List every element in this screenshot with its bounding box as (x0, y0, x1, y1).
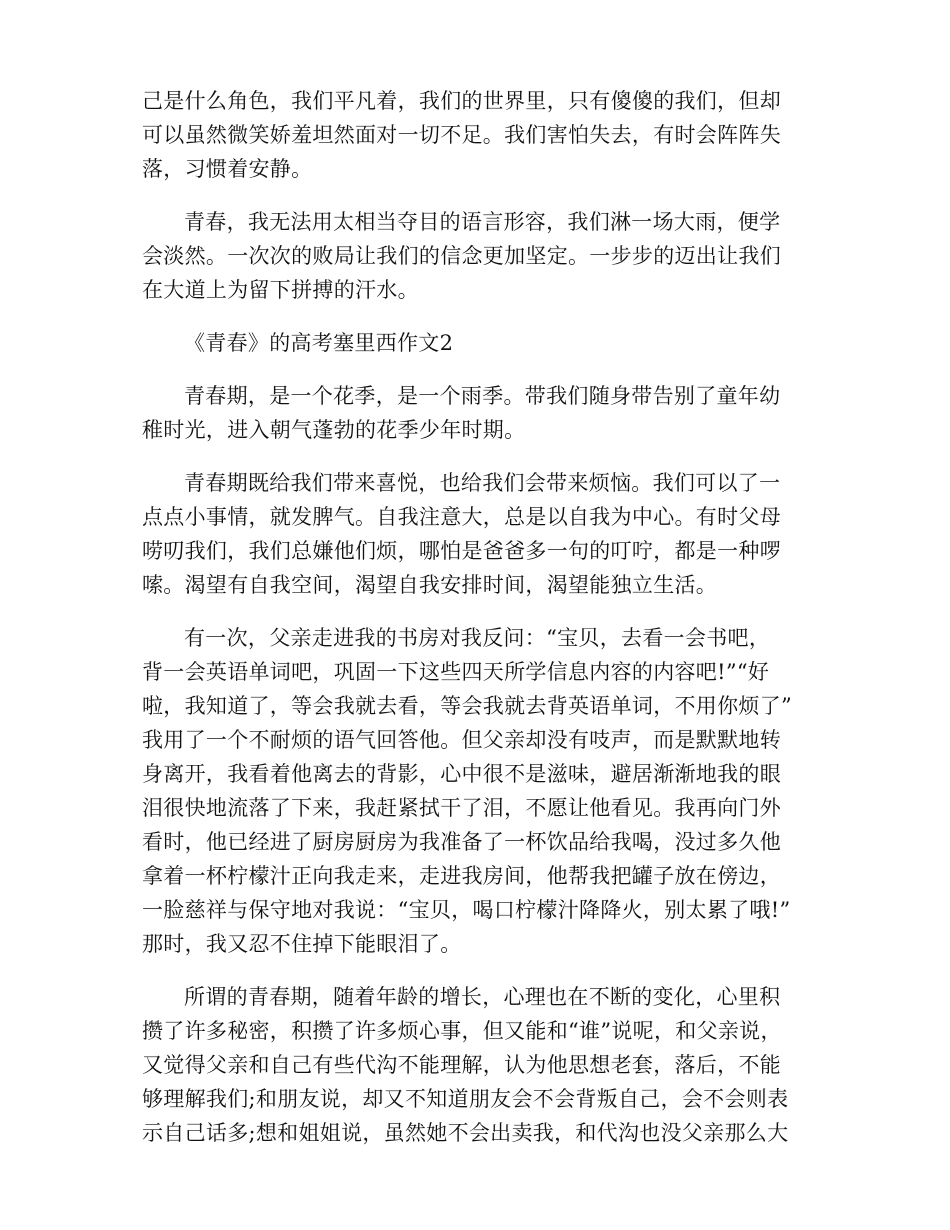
paragraph-line: 攒了许多秘密，积攒了许多烦心事，但又能和“谁”说呢，和父亲说， (142, 1019, 782, 1043)
paragraph-line: 又觉得父亲和自己有些代沟不能理解，认为他思想老套，落后，不能 (142, 1053, 781, 1077)
paragraph-line: 拿着一杯柠檬汁正向我走来，走进我房间，他帮我把罐子放在傍边， (142, 864, 781, 888)
paragraph-line: 点点小事情，就发脾气。自我注意大，总是以自我为中心。有时父母 (142, 505, 781, 529)
paragraph (142, 84, 810, 186)
paragraph-line: 够理解我们;和朋友说，却又不知道朋友会不会背叛自己，会不会则表 (142, 1087, 789, 1111)
paragraph-line: 啦，我知道了，等会我就去看，等会我就去背英语单词，不用你烦了” (142, 694, 793, 718)
paragraph-line: 己是什么角色，我们平凡着，我们的世界里，只有傻傻的我们，但却 (142, 89, 781, 113)
paragraph-line: 那时，我又忍不住掉下能眼泪了。 (142, 932, 462, 956)
paragraph-line: 会淡然。一次次的败局让我们的信念更加坚定。一步步的迈出让我们 (142, 244, 781, 268)
paragraph (142, 205, 810, 307)
paragraph-line: 青春期既给我们带来喜悦，也给我们会带来烦恼。我们可以了一 (184, 471, 781, 495)
paragraph (142, 466, 810, 602)
paragraph-line: 嗦。渴望有自我空间，渴望自我安排时间，渴望能独立生活。 (142, 573, 718, 597)
paragraph (142, 621, 810, 961)
paragraph-line: 我用了一个不耐烦的语气回答他。但父亲却没有吱声，而是默默地转 (142, 728, 781, 752)
paragraph-line: 看时，他已经进了厨房厨房为我准备了一杯饮品给我喝，没过多久他 (142, 830, 781, 854)
document-body (142, 84, 810, 1169)
paragraph-line: 背一会英语单词吧，巩固一下这些四天所学信息内容的内容吧!”“好 (142, 660, 770, 684)
paragraph (142, 980, 810, 1150)
paragraph-line: 身离开，我看着他离去的背影，心中很不是滋味，避居渐渐地我的眼 (142, 762, 781, 786)
paragraph-line: 一脸慈祥与保守地对我说：“宝贝，喝口柠檬汁降降火，别太累了哦!” (142, 898, 791, 922)
paragraph-line: 在大道上为留下拼搏的汗水。 (142, 278, 419, 302)
paragraph (142, 379, 810, 447)
paragraph-line: 稚时光，进入朝气蓬勃的花季少年时期。 (142, 418, 526, 442)
paragraph-line: 落，习惯着安静。 (142, 157, 313, 181)
paragraph-line: 唠叨我们，我们总嫌他们烦，哪怕是爸爸多一句的叮咛，都是一种啰 (142, 539, 781, 563)
paragraph-line: 示自己话多;想和姐姐说，虽然她不会出卖我，和代沟也没父亲那么大 (142, 1121, 789, 1145)
paragraph-line: 所谓的青春期，随着年龄的增长，心理也在不断的变化，心里积 (184, 985, 781, 1009)
paragraph-line: 泪很快地流落了下来，我赶紧拭干了泪，不愿让他看见。我再向门外 (142, 796, 781, 820)
heading-text: 《青春》的高考塞里西作文2 (184, 331, 454, 355)
paragraph-line: 青春期，是一个花季，是一个雨季。带我们随身带告别了童年幼 (184, 384, 781, 408)
paragraph-line: 可以虽然微笑娇羞坦然面对一切不足。我们害怕失去，有时会阵阵失 (142, 123, 781, 147)
section-heading (142, 326, 810, 360)
paragraph-line: 有一次，父亲走进我的书房对我反问：“宝贝，去看一会书吧， (184, 626, 771, 650)
paragraph-line: 青春，我无法用太相当夺目的语言形容，我们淋一场大雨，便学 (184, 210, 781, 234)
